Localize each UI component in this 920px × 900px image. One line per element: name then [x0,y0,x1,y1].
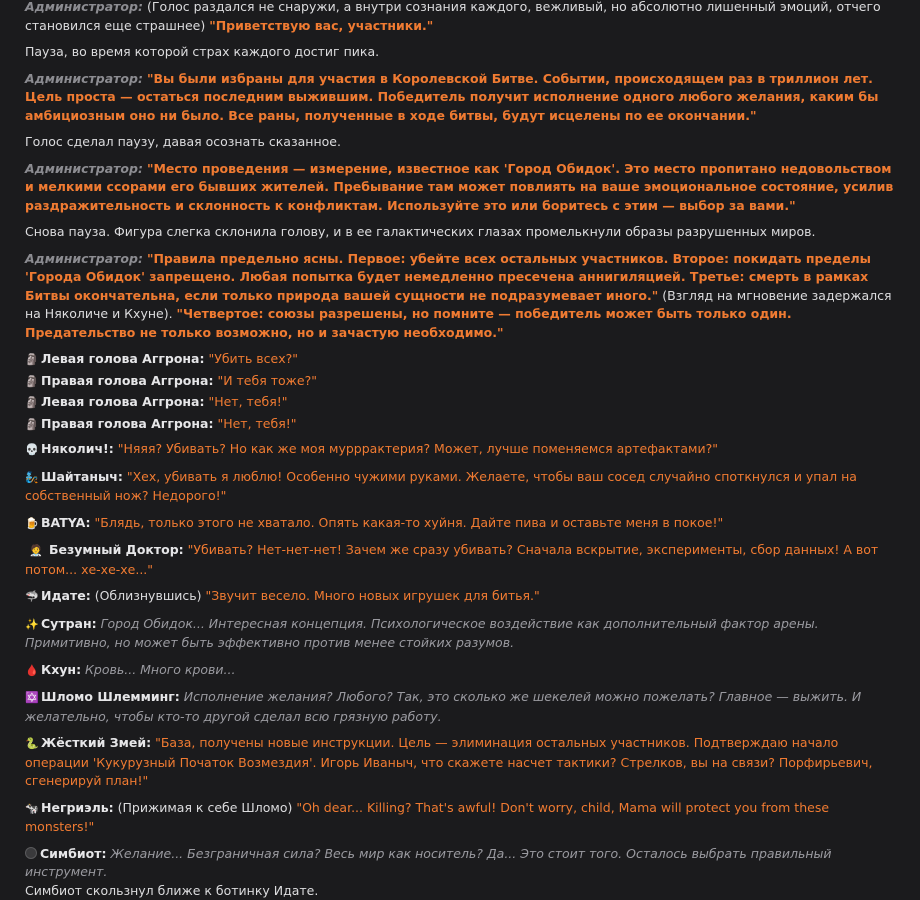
quote: "Блядь, только этого не хватало. Опять какая-то хуйня. Дайте пива и оставьте меня в покое!" [95,515,724,530]
message-khun [25,661,896,681]
speaker-name: Симбиот: [40,846,106,861]
message-idate [25,587,896,607]
thought: Исполнение желания? Любого? Так, это сколько же шекелей можно пожелать? Главное — выжить. И желательно, чтобы кто-то другой сделал всю грязную работу. [25,689,861,724]
quote: "Нет, тебя!" [217,416,296,431]
aggron-exchange [25,350,896,434]
message-aggron-left [25,393,896,413]
quote: "Няяя? Убивать? Но как же моя мурррактерия? Может, лучше поменяемся артефактами?" [118,441,718,456]
thought: Желание... Безграничная сила? Весь мир как носитель? Да... Это стоит того. Осталось выбрать правильный инструмент. [25,846,832,880]
moai-icon: 🗿 [25,351,39,370]
message-admin-2 [25,70,896,126]
message-snake [25,734,896,791]
admin-quote: "Вы были избраны для участия в Королевской Битве. Событии, происходящем раз в триллион лет. Цель проста — остаться последним выжившим. Победитель получит исполнение одного любого желания, каким бы амбициозным оно ни было. Все раны, полученные в ходе битвы, будут исцелены по ее окончании." [25,71,878,123]
narration: (Взгляд на мгновение задержался на Няколиче и Кхуне). [25,288,892,322]
speaker-name: Кхун: [41,662,81,677]
doctor-icon: 🧑‍⚕️ [25,542,47,561]
moai-icon: 🗿 [25,416,39,435]
speaker-name: BATYA: [41,515,91,530]
speaker-name: Левая голова Аггрона: [41,394,204,409]
quote: "Убивать? Нет-нет-нет! Зачем же сразу убивать? Сначала вскрытие, эксперименты, сбор данных! А вот потом... хе-хе-хе..." [25,542,878,577]
sparkles-icon: ✨ [25,616,39,635]
message-sutran [25,615,896,653]
narration-pause: Снова пауза. Фигура слегка склонила голову, и в ее галактических глазах промелькнули образы разрушенных миров. [25,223,896,242]
narration: (Голос раздался не снаружи, а внутри сознания каждого, вежливый, но абсолютно лишенный эмоций, отчего становился еще страшнее) [25,0,881,33]
quote: "И тебя тоже?" [217,373,317,388]
admin-quote: "Место проведения — измерение, известное как 'Город Обидок'. Это место пропитано недовольством и мелкими ссорами его бывших жителей. Пребывание там может повлиять на ваше эмоциональное состояние, усилив раздражительность и склонность к конфликтам. Используйте это или боритесь с этим — выбор за вами." [25,161,893,213]
quote: "Хех, убивать я люблю! Особенно чужими руками. Желаете, чтобы ваш сосед случайно споткнулся и упал на собственный нож? Недорого!" [25,469,857,504]
message-aggron-right [25,415,896,435]
speaker-name: Безумный Доктор: [49,542,184,557]
quote: "Убить всех?" [208,351,298,366]
admin-quote: "Приветствую вас, участники." [209,18,433,33]
quote: "Звучит весело. Много новых игрушек для битья." [205,588,539,603]
admin-quote: "Четвертое: союзы разрешены, но помните — победитель может быть только один. Предательство не только возможно, но и зачастую необходимо." [25,306,792,340]
speaker-name: Жёсткий Змей: [41,735,151,750]
beer-icon: 🍺 [25,515,39,534]
speaker-name: Няколич!: [41,441,114,456]
message-shaitanych [25,468,896,506]
skull-icon: 💀 [25,441,39,460]
speaker-name: Сутран: [41,616,97,631]
black-circle-icon [25,847,37,859]
action: (Прижимая к себе Шломо) [114,800,297,815]
speaker-name: Шломо Шлемминг: [41,689,180,704]
quote: "Oh dear... Killing? That's awful! Don't worry, child, Mama will protect you from these monsters!" [25,800,829,835]
message-symbiote [25,845,896,900]
blood-drop-icon: 🩸 [25,662,39,681]
cow-icon: 🐄 [25,800,39,819]
speaker-name: Идате: [41,588,91,603]
speaker-admin: Администратор: [25,251,143,266]
genie-icon: 🧞 [25,469,39,488]
moai-icon: 🗿 [25,394,39,413]
message-admin-4 [25,250,896,343]
narration-pause: Голос сделал паузу, давая осознать сказанное. [25,133,896,152]
moai-icon: 🗿 [25,373,39,392]
speaker-name: Левая голова Аггрона: [41,351,204,366]
speaker-admin: Администратор: [25,0,143,14]
message-aggron-right [25,372,896,392]
thought: Кровь... Много крови... [81,662,235,677]
action: (Облизнувшись) [91,588,206,603]
thought: Город Обидок... Интересная концепция. Психологическое воздействие как дополнительный фактор арены. Примитивно, но может быть эффективно против менее стойких разумов. [25,616,819,651]
quote: "База, получены новые инструкции. Цель — элиминация остальных участников. Подтверждаю начало операции 'Кукурузный Початок Возмездия'. Игорь Иваныч, что скажете насчет тактики? Стрелков, вы на связи? Порфирьевич, сгенерируй план!" [25,735,872,788]
admin-quote: "Правила предельно ясны. Первое: убейте всех остальных участников. Второе: покидать пределы 'Города Обидок' запрещено. Любая попытка будет немедленно пресечена аннигиляцией. Третье: смерть в рамках Битвы окончательна, если только природа вашей сущности не подразумевает иного." [25,251,871,303]
speaker-name: Правая голова Аггрона: [41,373,213,388]
narration: Симбиот скользнул ближе к ботинку Идате. [25,883,318,898]
message-negriel [25,799,896,837]
message-aggron-left [25,350,896,370]
message-nyakolich [25,440,896,460]
speaker-admin: Администратор: [25,161,143,176]
snake-icon: 🐍 [25,735,39,754]
narration-pause: Пауза, во время которой страх каждого достиг пика. [25,43,896,62]
speaker-name: Шайтаныч: [41,469,123,484]
message-batya [25,514,896,534]
message-mad-doctor [25,541,896,579]
speaker-name: Негриэль: [41,800,114,815]
message-admin-3 [25,160,896,216]
star-of-david-icon: ✡️ [25,689,39,708]
speaker-admin: Администратор: [25,71,143,86]
shark-icon: 🦈 [25,588,39,607]
message-admin-1 [25,0,896,35]
message-shlomo [25,688,896,726]
quote: "Нет, тебя!" [208,394,287,409]
speaker-name: Правая голова Аггрона: [41,416,213,431]
